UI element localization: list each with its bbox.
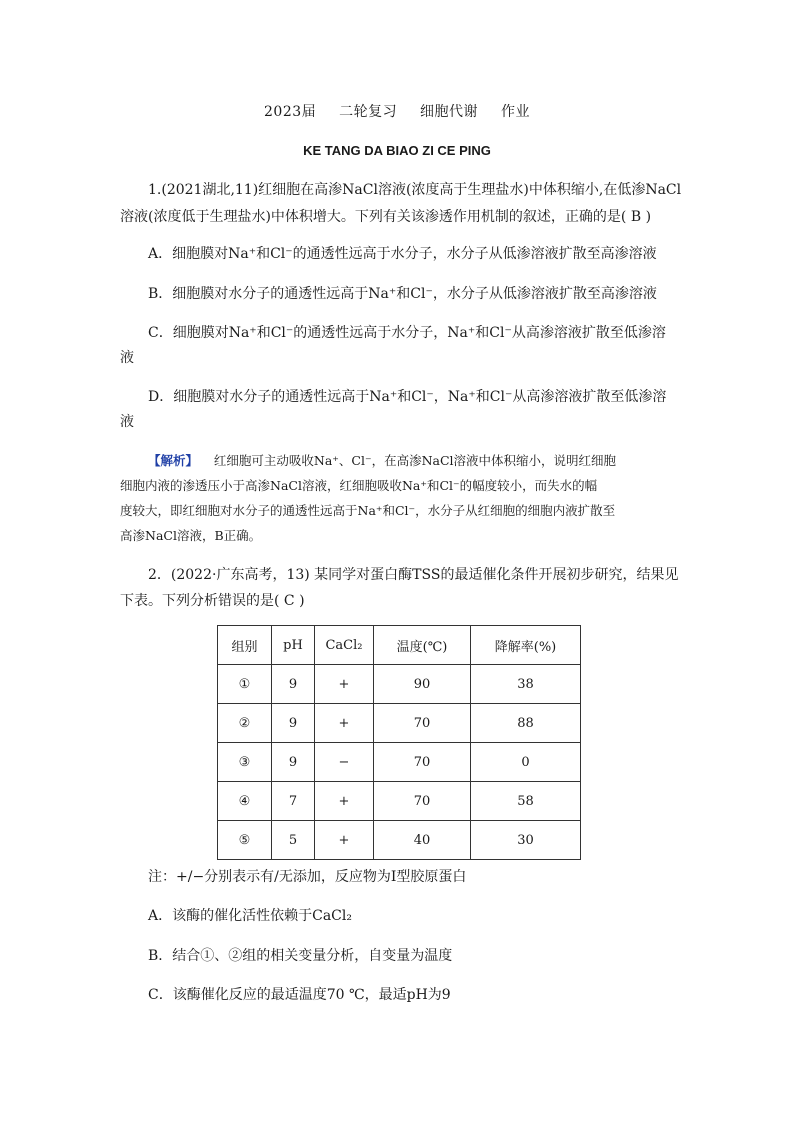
table-row — [218, 743, 581, 782]
table-row — [218, 821, 581, 860]
table-row — [218, 782, 581, 821]
q1-option-b: B．细胞膜对水分子的通透性远高于Na⁺和Cl⁻，水分子从低渗溶液扩散至高渗溶液 — [148, 286, 657, 302]
results-table — [217, 625, 581, 860]
table-cell: 9 — [272, 665, 315, 704]
title-stage: 二轮复习 — [339, 104, 398, 120]
q1-analysis-line4: 高渗NaCl溶液，B正确。 — [120, 528, 262, 543]
table-cell: + — [315, 665, 374, 704]
table-cell: 90 — [374, 665, 471, 704]
table-header-cell: pH — [272, 626, 315, 665]
document-subtitle: KE TANG DA BIAO ZI CE PING — [303, 143, 491, 158]
title-year: 2023届 — [264, 104, 317, 120]
table-header-row — [218, 626, 581, 665]
table-cell: 9 — [272, 704, 315, 743]
table-row — [218, 704, 581, 743]
table-cell: 70 — [374, 704, 471, 743]
q1-analysis-line3: 度较大，即红细胞对水分子的通透性远高于Na⁺和Cl⁻，水分子从红细胞的细胞内液扩散至 — [120, 503, 616, 518]
title-kind: 作业 — [501, 104, 530, 120]
q2-option-c: C．该酶催化反应的最适温度70 ℃，最适pH为9 — [148, 987, 451, 1003]
q1-option-c-line1: C．细胞膜对Na⁺和Cl⁻的通透性远高于水分子，Na⁺和Cl⁻从高渗溶液扩散至低渗溶 — [148, 325, 666, 341]
table-cell: + — [315, 821, 374, 860]
table-cell: ① — [218, 665, 272, 704]
table-cell: 5 — [272, 821, 315, 860]
q1-analysis-line1 — [148, 451, 616, 469]
table-cell: 30 — [471, 821, 581, 860]
table-cell: + — [315, 782, 374, 821]
table-cell: ③ — [218, 743, 272, 782]
table-cell: − — [315, 743, 374, 782]
q1-option-a: A．细胞膜对Na⁺和Cl⁻的通透性远高于水分子，水分子从低渗溶液扩散至高渗溶液 — [148, 246, 657, 262]
q1-analysis-line2: 细胞内液的渗透压小于高渗NaCl溶液，红细胞吸收Na⁺和Cl⁻的幅度较小，而失水的幅 — [120, 478, 598, 493]
table-cell: 9 — [272, 743, 315, 782]
table-header-cell: 降解率(%) — [471, 626, 581, 665]
q2-option-b: B．结合①、②组的相关变量分析，自变量为温度 — [148, 948, 453, 964]
table-header-cell: CaCl₂ — [315, 626, 374, 665]
q2-table-note: 注：+/−分别表示有/无添加，反应物为Ⅰ型胶原蛋白 — [148, 869, 467, 885]
table-header-cell: 温度(℃) — [374, 626, 471, 665]
q1-option-d-line2: 液 — [120, 414, 134, 430]
table-cell: 7 — [272, 782, 315, 821]
table-cell: 70 — [374, 743, 471, 782]
q2-stem-line1: 2．(2022·广东高考，13) 某同学对蛋白酶TSS的最适催化条件开展初步研究，结果见 — [148, 567, 679, 583]
table-cell: ⑤ — [218, 821, 272, 860]
table-cell: 40 — [374, 821, 471, 860]
table-cell: 0 — [471, 743, 581, 782]
q1-option-c-line2: 液 — [120, 350, 134, 366]
q1-stem-line1: 1.(2021湖北,11)红细胞在高渗NaCl溶液(浓度高于生理盐水)中体积缩小,在低渗NaCl — [148, 182, 682, 198]
table-cell: 88 — [471, 704, 581, 743]
analysis-label: 【解析】 — [148, 453, 199, 468]
table-cell: 70 — [374, 782, 471, 821]
q1-option-d-line1: D．细胞膜对水分子的通透性远高于Na⁺和Cl⁻，Na⁺和Cl⁻从高渗溶液扩散至低渗溶 — [148, 389, 667, 405]
table-cell: + — [315, 704, 374, 743]
q2-stem-line2: 下表。下列分析错误的是( C ) — [120, 593, 305, 609]
table-cell: ④ — [218, 782, 272, 821]
table-cell: 58 — [471, 782, 581, 821]
analysis-text-1: 红细胞可主动吸收Na⁺、Cl⁻，在高渗NaCl溶液中体积缩小，说明红细胞 — [213, 453, 617, 468]
table-header-cell: 组别 — [218, 626, 272, 665]
table-cell: ② — [218, 704, 272, 743]
table-row — [218, 665, 581, 704]
document-title — [0, 101, 794, 121]
q2-option-a: A．该酶的催化活性依赖于CaCl₂ — [148, 908, 352, 924]
table-cell: 38 — [471, 665, 581, 704]
q1-stem-line2: 溶液(浓度低于生理盐水)中体积增大。下列有关该渗透作用机制的叙述，正确的是( B ) — [120, 209, 652, 225]
title-topic: 细胞代谢 — [420, 104, 479, 120]
